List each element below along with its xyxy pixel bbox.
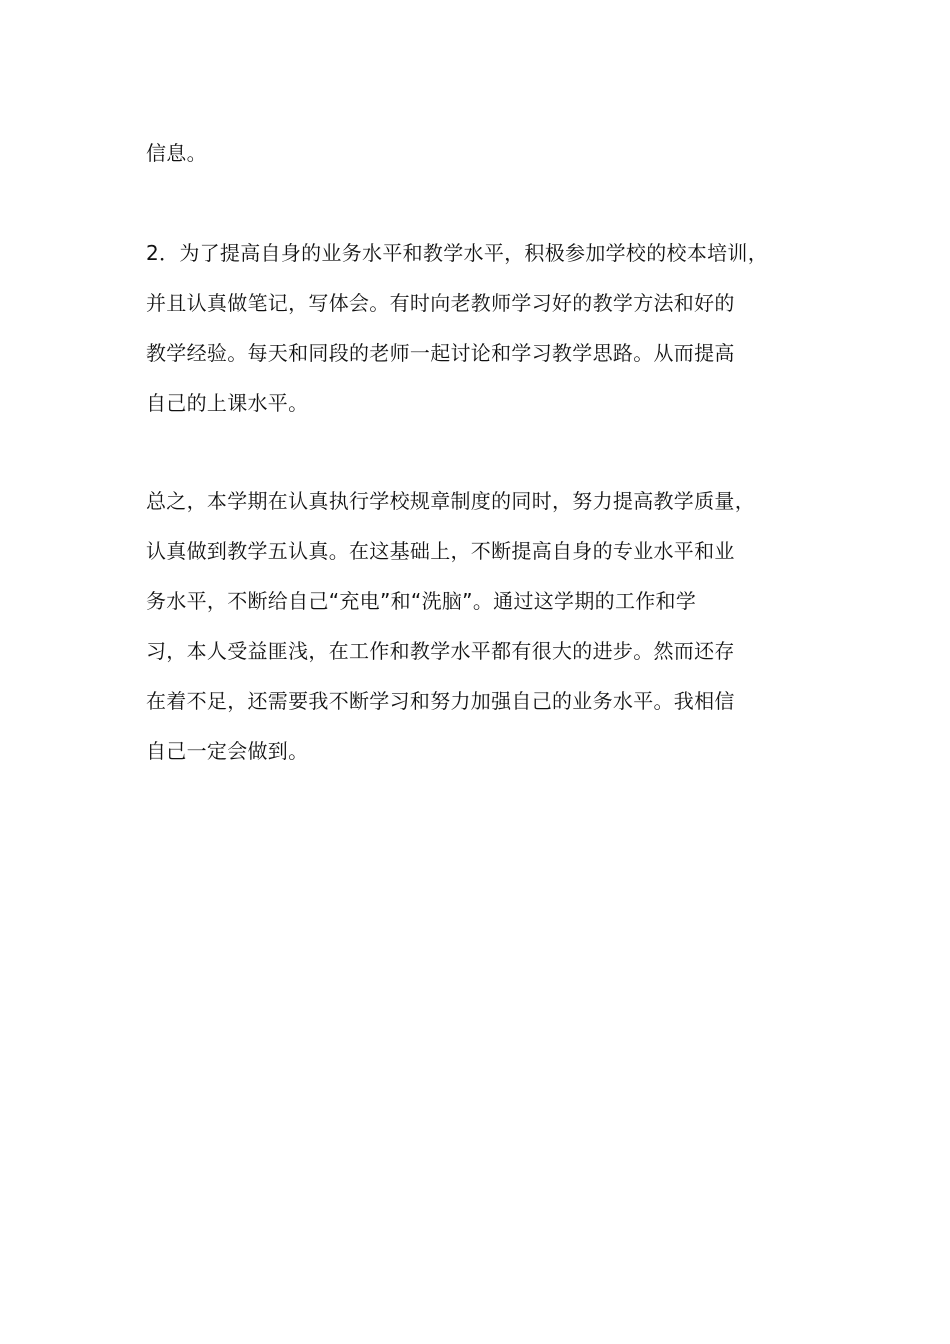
text-line: 信息。 xyxy=(146,141,207,165)
paragraph-continuation xyxy=(146,128,826,178)
text-line: 自己的上课水平。 xyxy=(146,391,309,415)
paragraph-item-2 xyxy=(146,228,826,428)
paragraph-summary xyxy=(146,476,826,776)
text-line: 习，本人受益匪浅，在工作和教学水平都有很大的进步。然而还存 xyxy=(146,639,735,663)
text-line: 总之，本学期在认真执行学校规章制度的同时，努力提高教学质量， xyxy=(146,489,755,513)
text-line: 务水平，不断给自己“充电”和“洗脑”。通过这学期的工作和学 xyxy=(146,589,697,613)
text-line: 教学经验。每天和同段的老师一起讨论和学习教学思路。从而提高 xyxy=(146,341,735,365)
text-line: 2．为了提高自身的业务水平和教学水平，积极参加学校的校本培训， xyxy=(146,241,769,265)
text-line: 并且认真做笔记，写体会。有时向老教师学习好的教学方法和好的 xyxy=(146,291,735,315)
text-line: 认真做到教学五认真。在这基础上，不断提高自身的专业水平和业 xyxy=(146,539,735,563)
text-line: 在着不足，还需要我不断学习和努力加强自己的业务水平。我相信 xyxy=(146,689,735,713)
text-line: 自己一定会做到。 xyxy=(146,739,309,763)
